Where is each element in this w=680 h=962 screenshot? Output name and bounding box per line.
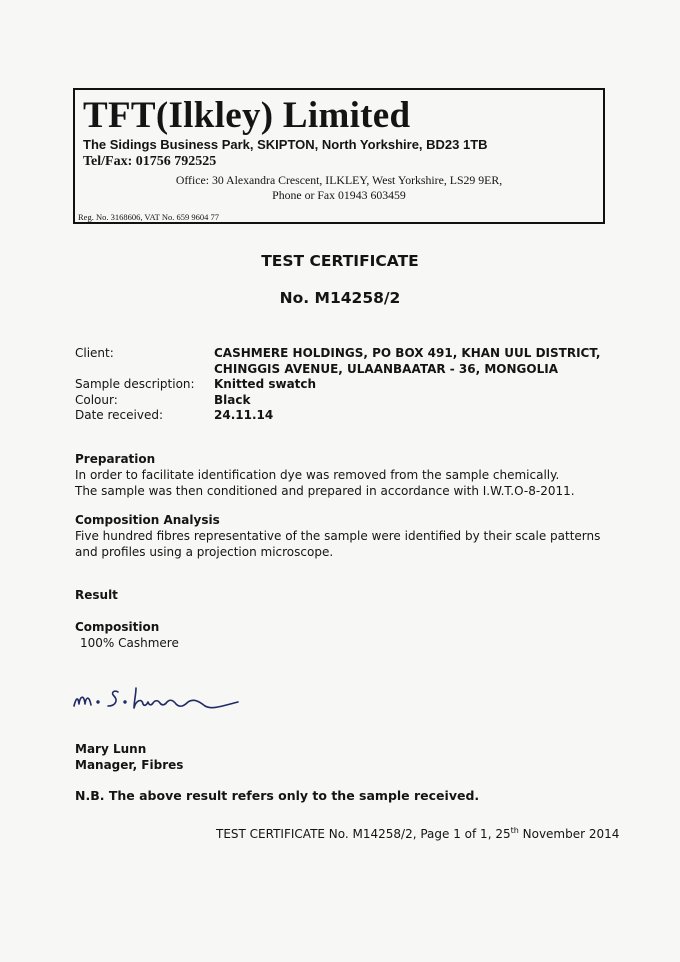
disclaimer-text: N.B. The above result refers only to the sample received. xyxy=(75,788,480,803)
sample-row xyxy=(75,377,600,393)
result-section xyxy=(75,587,118,603)
composition-heading: Composition xyxy=(75,620,160,634)
client-value xyxy=(214,346,600,377)
result-heading: Result xyxy=(75,588,118,602)
composition-analysis-line-1: Five hundred fibres representative of the sample were identified by their scale patterns xyxy=(75,529,601,543)
sample-details xyxy=(75,346,600,424)
signatory-block xyxy=(75,741,183,773)
signatory-title: Manager, Fibres xyxy=(75,758,184,772)
colour-value: Black xyxy=(214,392,251,407)
registration-number: Reg. No. 3168606, VAT No. 659 9604 77 xyxy=(78,212,219,222)
colour-row xyxy=(75,393,600,409)
office-address xyxy=(75,173,603,203)
client-label: Client: xyxy=(75,346,114,360)
signature-mark xyxy=(72,680,252,720)
composition-analysis-heading: Composition Analysis xyxy=(75,513,220,527)
composition-section xyxy=(75,619,179,651)
company-name: TFT(Ilkley) Limited xyxy=(83,95,411,136)
footer-suffix: November 2014 xyxy=(518,827,620,841)
date-row xyxy=(75,408,600,424)
date-label: Date received: xyxy=(75,408,164,422)
client-row xyxy=(75,346,600,377)
tel-fax: Tel/Fax: 01756 792525 xyxy=(83,154,217,169)
footer-ordinal: th xyxy=(510,826,519,835)
business-address: The Sidings Business Park, SKIPTON, North Yorkshire, BD23 1TB xyxy=(83,137,488,152)
certificate-number: No. M14258/2 xyxy=(279,289,401,307)
preparation-line-2: The sample was then conditioned and prepared in accordance with I.W.T.O-8-2011. xyxy=(75,484,575,498)
client-line-1: CASHMERE HOLDINGS, PO BOX 491, KHAN UUL DISTRICT, xyxy=(214,346,601,360)
preparation-section xyxy=(75,451,575,499)
colour-label: Colour: xyxy=(75,392,118,407)
office-line-2: Phone or Fax 01943 603459 xyxy=(272,188,406,202)
date-value: 24.11.14 xyxy=(214,408,274,422)
sample-value: Knitted swatch xyxy=(214,377,317,391)
certificate-title: TEST CERTIFICATE xyxy=(261,252,419,270)
letterhead-box xyxy=(73,88,605,224)
disclaimer-note xyxy=(75,788,479,804)
footer-prefix: TEST CERTIFICATE No. M14258/2, Page 1 of 1, 25 xyxy=(216,827,511,841)
preparation-line-1: In order to facilitate identification dye was removed from the sample chemically. xyxy=(75,468,560,482)
composition-analysis-line-2: and profiles using a projection microscope. xyxy=(75,545,334,559)
signatory-name: Mary Lunn xyxy=(75,742,147,756)
office-line-1: Office: 30 Alexandra Crescent, ILKLEY, West Yorkshire, LS29 9ER, xyxy=(175,173,503,187)
page-footer xyxy=(216,826,619,841)
client-line-2: CHINGGIS AVENUE, ULAANBAATAR - 36, MONGOLIA xyxy=(214,361,559,376)
preparation-heading: Preparation xyxy=(75,452,156,466)
sample-label: Sample description: xyxy=(75,377,195,391)
composition-analysis-section xyxy=(75,512,600,560)
signature xyxy=(72,680,252,724)
composition-value: 100% Cashmere xyxy=(80,636,179,650)
